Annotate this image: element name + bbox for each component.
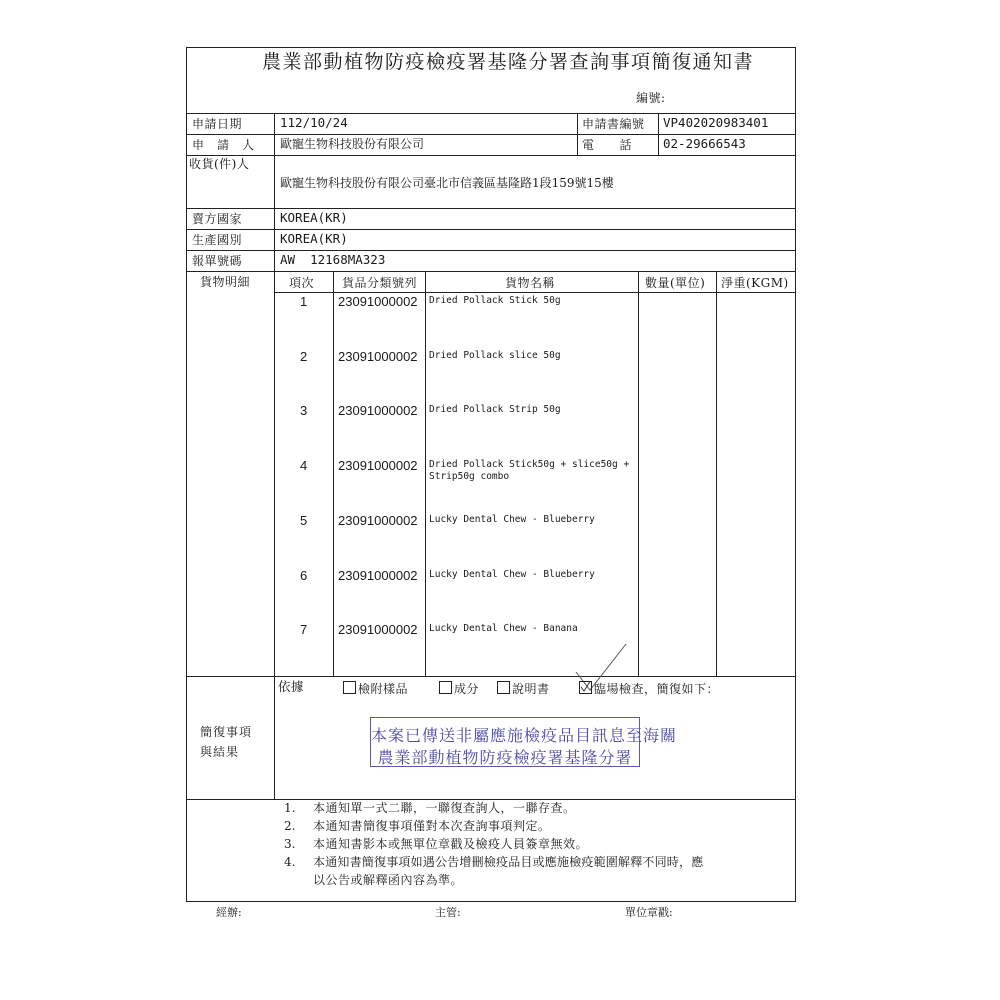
applicant-value: 歐寵生物科技股份有限公司 (280, 137, 425, 151)
goods-row-code: 23091000002 (338, 349, 418, 364)
apply-date-value: 112/10/24 (280, 115, 348, 130)
basis-option-label: 檢附樣品 (358, 682, 409, 696)
goods-header-tariff-code: 貨品分類號列 (342, 276, 418, 290)
goods-row-name: Dried Pollack Stick50g + slice50g + (429, 459, 630, 470)
goods-row-no: 3 (300, 403, 308, 418)
goods-row-name: Dried Pollack slice 50g (429, 350, 561, 361)
column-divider (638, 271, 639, 676)
checkbox-unchecked (343, 681, 356, 694)
goods-header-goods-name: 貨物名稱 (505, 276, 556, 290)
note-number: 4. (284, 855, 296, 869)
basis-option-label: 臨場檢查，簡復如下： (594, 682, 720, 696)
goods-row-code: 23091000002 (338, 622, 418, 637)
basis-option-label: 成分 (454, 682, 480, 696)
checkbox-unchecked (497, 681, 510, 694)
note-text-continued: 以公告或解釋函內容為準。 (313, 873, 464, 887)
goods-row-code: 23091000002 (338, 513, 418, 528)
column-divider (425, 271, 426, 676)
row-divider (186, 208, 796, 209)
official-stamp (370, 717, 678, 767)
basis-label: 依據 (278, 679, 305, 694)
row-divider (186, 229, 796, 230)
row-divider (186, 676, 796, 677)
row-divider (186, 134, 796, 135)
handler-signature-label: 經辦: (216, 906, 242, 919)
note-text: 本通知單一式二聯，一聯復查詢人，一聯存查。 (313, 801, 576, 815)
column-divider (333, 271, 334, 676)
phone-label: 電 話 (582, 138, 633, 152)
supervisor-signature-label: 主管: (435, 906, 461, 919)
row-divider (186, 113, 796, 114)
goods-row-no: 4 (300, 458, 308, 473)
goods-row-code: 23091000002 (338, 294, 418, 309)
checkmark-icon (580, 682, 591, 693)
unit-seal-label: 單位章戳: (625, 906, 673, 919)
basis-option-sample (343, 681, 408, 695)
goods-row-code: 23091000002 (338, 568, 418, 583)
result-label: 簡復事項 與結果 (200, 725, 253, 759)
origin-country-value: KOREA(KR) (280, 231, 348, 246)
row-divider (186, 155, 796, 156)
goods-detail-label: 貨物明細 (200, 275, 251, 289)
column-divider (577, 113, 578, 155)
goods-header-item-no: 項次 (289, 276, 315, 290)
row-divider (186, 271, 796, 272)
stamp-line-2: 農業部動植物防疫檢疫署基隆分署 (377, 748, 633, 767)
document-number-label: 編號: (636, 91, 666, 105)
origin-country-label: 生產國別 (192, 233, 243, 247)
goods-row-name: Dried Pollack Stick 50g (429, 295, 561, 306)
basis-option-ingredients (439, 681, 479, 695)
seller-country-label: 賣方國家 (192, 212, 243, 226)
goods-row-name: Lucky Dental Chew - Blueberry (429, 514, 595, 525)
goods-header-divider (274, 292, 796, 293)
checkbox-checked (579, 681, 592, 694)
application-number-label: 申請書編號 (582, 117, 645, 131)
goods-row-no: 2 (300, 349, 308, 364)
basis-option-manual (497, 681, 550, 695)
goods-row-no: 1 (300, 294, 308, 309)
goods-row-name: Lucky Dental Chew - Banana (429, 623, 578, 634)
note-text: 本通知書簡復事項僅對本次查詢事項判定。 (313, 819, 551, 833)
note-number: 3. (284, 837, 296, 851)
goods-header-net-weight: 淨重(KGM) (721, 276, 789, 290)
goods-row-no: 5 (300, 513, 308, 528)
document-title: 農業部動植物防疫檢疫署基隆分署查詢事項簡復通知書 (262, 51, 755, 73)
goods-row-no: 7 (300, 622, 308, 637)
goods-row-name: Dried Pollack Strip 50g (429, 404, 561, 415)
goods-row-name-continued: Strip50g combo (429, 471, 510, 482)
label-column-divider (274, 113, 275, 799)
note-text: 本通知書影本或無單位章戳及檢疫人員簽章無效。 (313, 837, 589, 851)
seller-country-value: KOREA(KR) (280, 210, 348, 225)
column-divider (716, 271, 717, 676)
checkbox-unchecked (439, 681, 452, 694)
note-number: 2. (284, 819, 296, 833)
declaration-number-label: 報單號碼 (192, 254, 243, 268)
stamp-line-1: 本案已傳送非屬應施檢疫品目訊息至海關 (371, 726, 678, 745)
note-text: 本通知書簡復事項如遇公告增刪檢疫品目或應施檢疫範圍解釋不同時，應 (313, 855, 704, 869)
basis-option-label: 說明書 (512, 682, 550, 696)
goods-header-quantity: 數量(單位) (645, 276, 706, 290)
column-divider (658, 113, 659, 155)
declaration-number-value: AW 12168MA323 (280, 252, 386, 267)
basis-option-onsite-inspection (579, 681, 719, 695)
goods-row-code: 23091000002 (338, 458, 418, 473)
apply-date-label: 申請日期 (192, 117, 243, 131)
goods-row-code: 23091000002 (338, 403, 418, 418)
consignee-label: 收貨(件)人 (189, 157, 250, 171)
phone-value: 02-29666543 (663, 136, 746, 151)
applicant-label: 申 請 人 (192, 138, 255, 152)
goods-row-no: 6 (300, 568, 308, 583)
goods-row-name: Lucky Dental Chew - Blueberry (429, 569, 595, 580)
application-number-value: VP402020983401 (663, 115, 769, 130)
consignee-value: 歐寵生物科技股份有限公司臺北市信義區基隆路1段159號15樓 (280, 176, 614, 190)
row-divider (186, 250, 796, 251)
row-divider (186, 799, 796, 800)
note-number: 1. (284, 801, 296, 815)
